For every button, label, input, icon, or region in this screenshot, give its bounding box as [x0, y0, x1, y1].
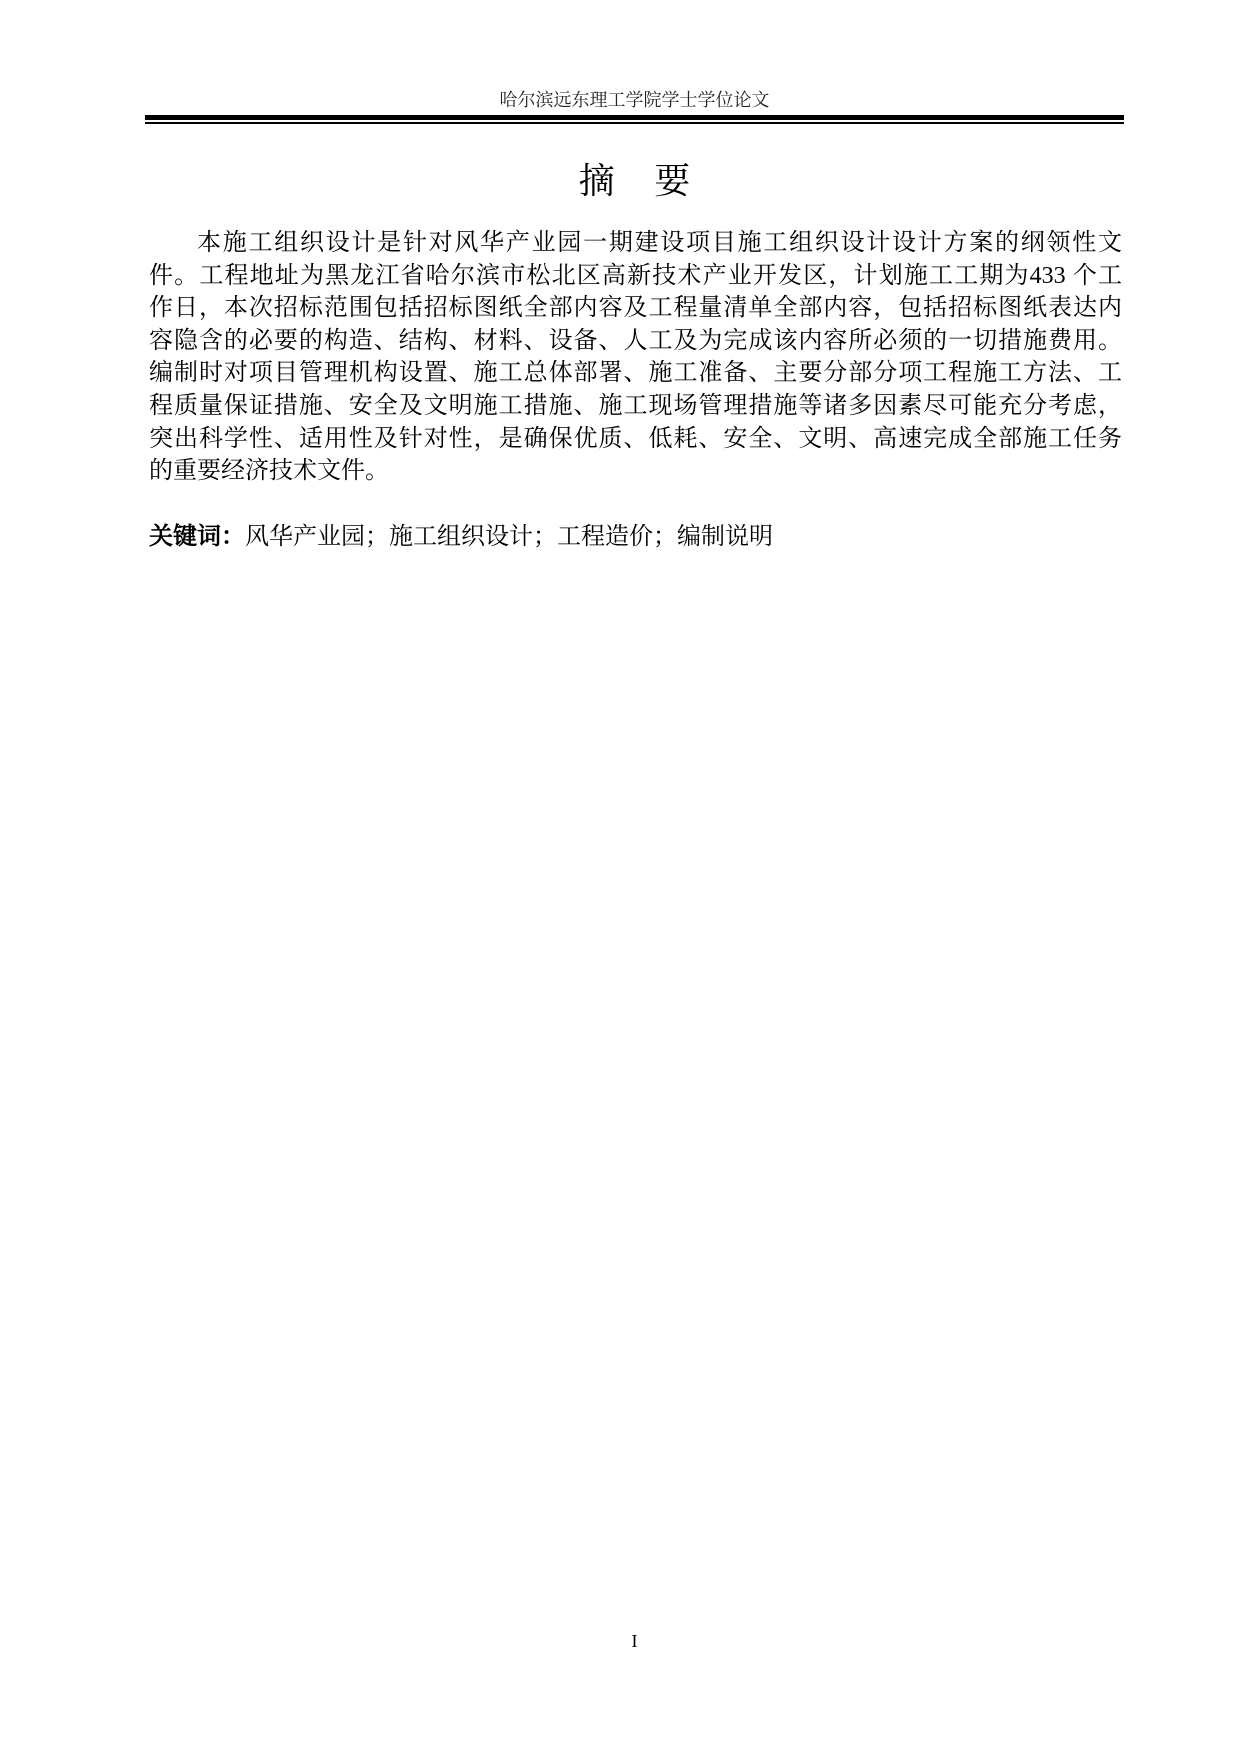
abstract-title: 摘 要	[578, 161, 691, 202]
abstract-line: 程质量保证措施、安全及文明施工措施、施工现场管理措施等诸多因素尽可能充分考虑，	[149, 392, 1122, 419]
abstract-line: 件。工程地址为黑龙江省哈尔滨市松北区高新技术产业开发区，计划施工工期为433 个工	[149, 262, 1122, 289]
running-header: 哈尔滨远东理工学院学士学位论文	[499, 90, 770, 110]
abstract-line: 突出科学性、适用性及针对性，是确保优质、低耗、安全、文明、高速完成全部施工任务	[149, 425, 1122, 452]
abstract-paragraph	[149, 227, 1122, 488]
keywords	[149, 520, 1122, 552]
header-rule-thick	[145, 115, 1124, 120]
abstract-line: 的重要经济技术文件。	[149, 458, 389, 485]
page-number: I	[631, 1631, 638, 1651]
abstract-line: 编制时对项目管理机构设置、施工总体部署、施工准备、主要分部分项工程施工方法、工	[149, 360, 1122, 387]
abstract-line: 作日，本次招标范围包括招标图纸全部内容及工程量清单全部内容，包括招标图纸表达内	[149, 295, 1122, 322]
header-rule-thin	[145, 122, 1124, 124]
keywords-text: 风华产业园；施工组织设计；工程造价；编制说明	[245, 524, 773, 550]
abstract-line: 本施工组织设计是针对风华产业园一期建设项目施工组织设计设计方案的纲领性文	[197, 230, 1122, 256]
keywords-label: 关键词：	[149, 522, 245, 550]
abstract-line: 容隐含的必要的构造、结构、材料、设备、人工及为完成该内容所必须的一切措施费用。	[149, 327, 1122, 354]
